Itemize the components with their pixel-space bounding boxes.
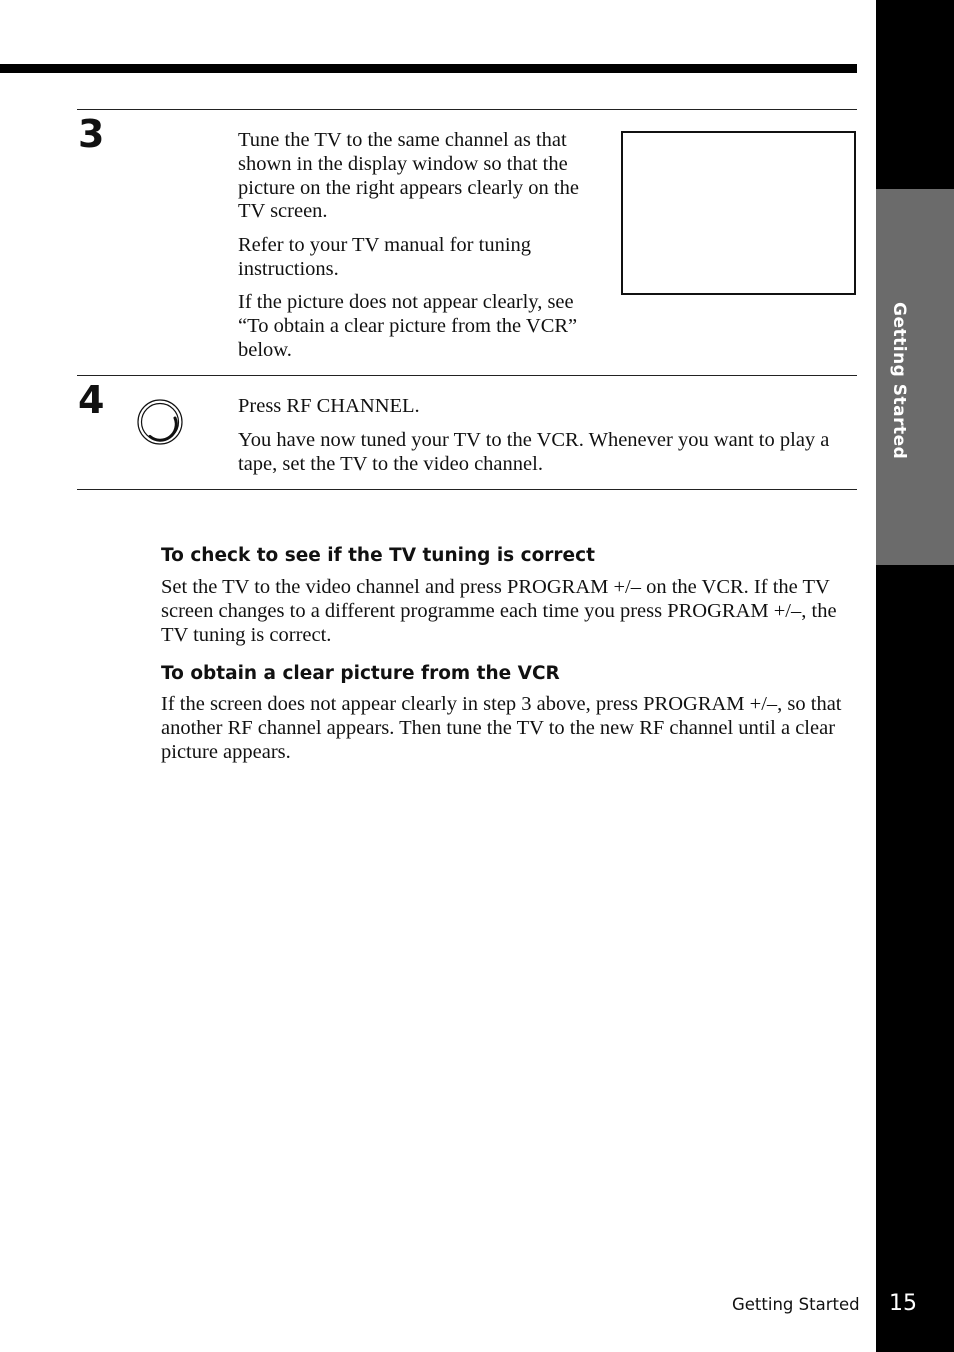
tv-screen-illustration [621,131,856,295]
step-text: Press RF CHANNEL. [238,395,420,417]
section-body: Set the TV to the video channel and press PROGRAM +/– on the VCR. If the TV screen changes to a different programme each time you press PROGRAM +/–, the TV tuning is correct. [161,576,837,646]
top-rule [0,64,857,73]
page-number: 15 [889,1291,917,1316]
footer-section-label: Getting Started [732,1295,860,1314]
section-body: If the screen does not appear clearly in step 3 above, press PROGRAM +/–, so that another RF channel appears. Then tune the TV to the new RF channel until a clear picture appears. [161,693,842,763]
section-heading: To check to see if the TV tuning is correct [161,545,595,566]
section-heading: To obtain a clear picture from the VCR [161,663,560,684]
section-tab [876,189,954,565]
step-number: 3 [78,112,105,156]
divider [77,375,857,376]
step-text: If the picture does not appear clearly, see “To obtain a clear picture from the VCR” below. [238,291,578,361]
divider [77,489,857,490]
rf-channel-dial-icon [136,398,184,446]
step-number: 4 [78,378,105,422]
divider [77,109,857,110]
step-text: Refer to your TV manual for tuning instructions. [238,234,532,280]
section-tab-label: Getting Started [889,302,909,460]
step-text: You have now tuned your TV to the VCR. Whenever you want to play a tape, set the TV to the video channel. [238,429,830,475]
step-text: Tune the TV to the same channel as that shown in the display window so that the picture on the right appears clearly on the TV screen. [238,129,579,223]
